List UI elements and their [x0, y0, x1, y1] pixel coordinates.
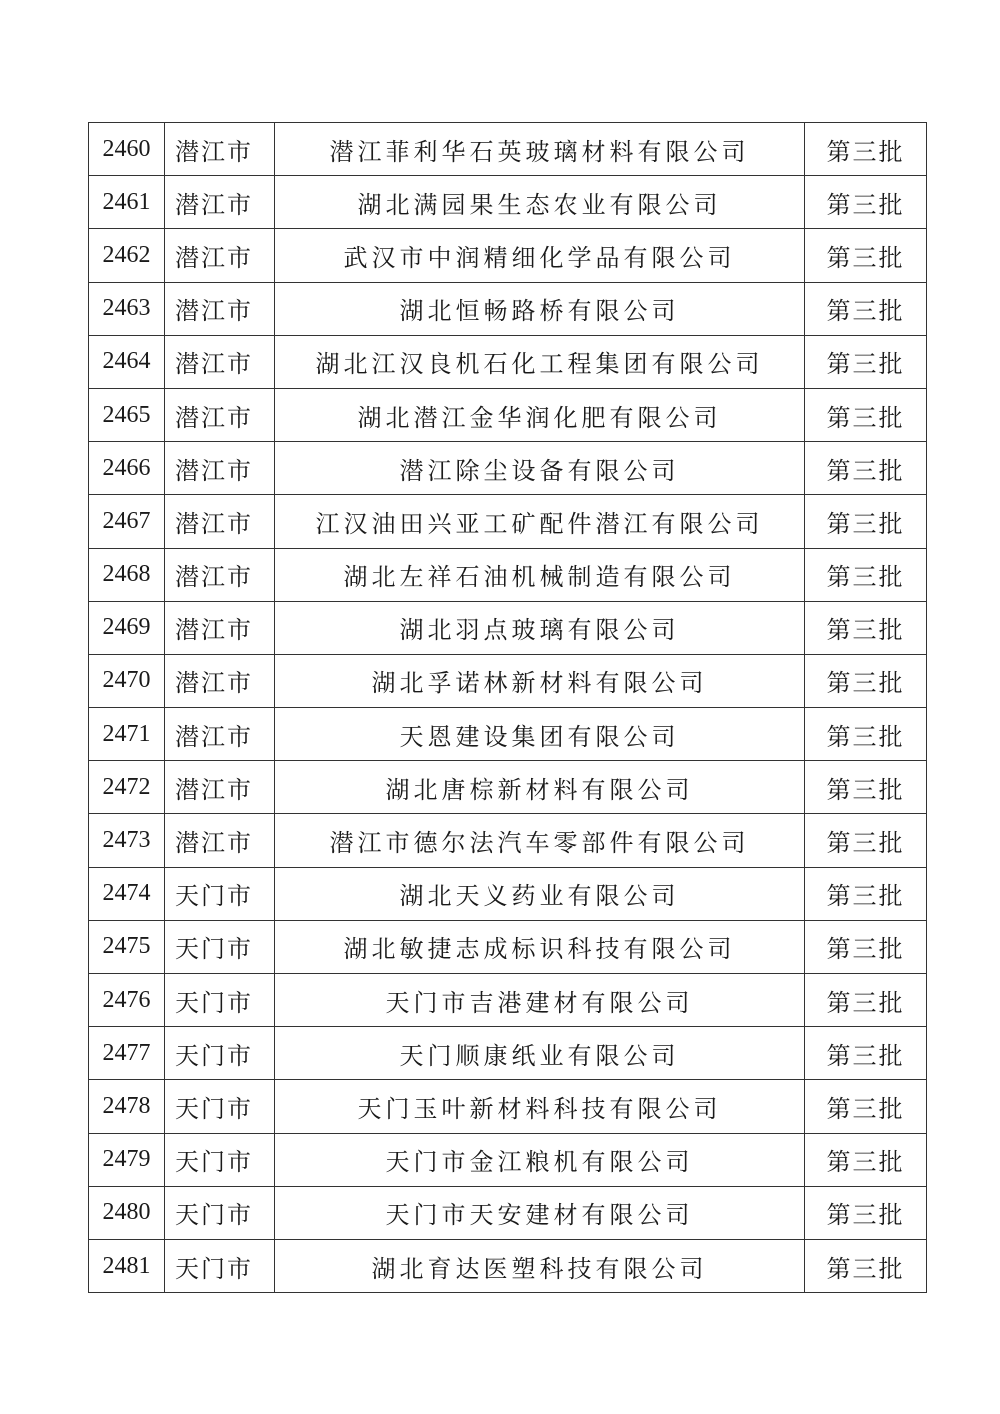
row-number-cell: 2471	[89, 708, 165, 761]
company-name-cell: 湖北敏捷志成标识科技有限公司	[275, 920, 805, 973]
city-cell: 天门市	[165, 1186, 275, 1239]
table-row	[89, 495, 927, 548]
table-row	[89, 654, 927, 707]
batch-cell: 第三批	[805, 1239, 927, 1292]
company-name-cell: 湖北满园果生态农业有限公司	[275, 176, 805, 229]
company-name-cell: 天门市金江粮机有限公司	[275, 1133, 805, 1186]
row-number-cell: 2467	[89, 495, 165, 548]
table-row	[89, 282, 927, 335]
city-cell: 潜江市	[165, 814, 275, 867]
company-name-cell: 江汉油田兴亚工矿配件潜江有限公司	[275, 495, 805, 548]
city-cell: 天门市	[165, 1239, 275, 1292]
company-name-cell: 湖北羽点玻璃有限公司	[275, 601, 805, 654]
city-cell: 潜江市	[165, 176, 275, 229]
batch-cell: 第三批	[805, 761, 927, 814]
row-number-cell: 2477	[89, 1027, 165, 1080]
city-cell: 潜江市	[165, 335, 275, 388]
company-name-cell: 湖北育达医塑科技有限公司	[275, 1239, 805, 1292]
row-number-cell: 2462	[89, 229, 165, 282]
table-row	[89, 974, 927, 1027]
row-number-cell: 2463	[89, 282, 165, 335]
row-number-cell: 2475	[89, 920, 165, 973]
company-name-cell: 天恩建设集团有限公司	[275, 708, 805, 761]
table-row	[89, 814, 927, 867]
company-name-cell: 湖北天义药业有限公司	[275, 867, 805, 920]
row-number-cell: 2472	[89, 761, 165, 814]
row-number-cell: 2469	[89, 601, 165, 654]
table-row	[89, 1186, 927, 1239]
batch-cell: 第三批	[805, 867, 927, 920]
city-cell: 天门市	[165, 1027, 275, 1080]
row-number-cell: 2473	[89, 814, 165, 867]
table-row	[89, 229, 927, 282]
table-row	[89, 867, 927, 920]
row-number-cell: 2466	[89, 442, 165, 495]
row-number-cell: 2479	[89, 1133, 165, 1186]
city-cell: 天门市	[165, 920, 275, 973]
batch-cell: 第三批	[805, 1027, 927, 1080]
city-cell: 天门市	[165, 1080, 275, 1133]
city-cell: 潜江市	[165, 548, 275, 601]
batch-cell: 第三批	[805, 176, 927, 229]
company-list-table	[88, 122, 927, 1293]
city-cell: 潜江市	[165, 123, 275, 176]
batch-cell: 第三批	[805, 1080, 927, 1133]
company-name-cell: 湖北孚诺林新材料有限公司	[275, 654, 805, 707]
batch-cell: 第三批	[805, 920, 927, 973]
city-cell: 天门市	[165, 974, 275, 1027]
row-number-cell: 2461	[89, 176, 165, 229]
batch-cell: 第三批	[805, 708, 927, 761]
batch-cell: 第三批	[805, 601, 927, 654]
row-number-cell: 2474	[89, 867, 165, 920]
table-row	[89, 442, 927, 495]
company-name-cell: 天门市吉港建材有限公司	[275, 974, 805, 1027]
city-cell: 潜江市	[165, 442, 275, 495]
row-number-cell: 2481	[89, 1239, 165, 1292]
row-number-cell: 2480	[89, 1186, 165, 1239]
city-cell: 潜江市	[165, 761, 275, 814]
table-row	[89, 335, 927, 388]
batch-cell: 第三批	[805, 442, 927, 495]
row-number-cell: 2468	[89, 548, 165, 601]
table-row	[89, 601, 927, 654]
batch-cell: 第三批	[805, 335, 927, 388]
row-number-cell: 2470	[89, 654, 165, 707]
city-cell: 潜江市	[165, 601, 275, 654]
batch-cell: 第三批	[805, 229, 927, 282]
batch-cell: 第三批	[805, 282, 927, 335]
row-number-cell: 2476	[89, 974, 165, 1027]
table-row	[89, 1133, 927, 1186]
city-cell: 潜江市	[165, 708, 275, 761]
batch-cell: 第三批	[805, 495, 927, 548]
company-name-cell: 湖北唐棕新材料有限公司	[275, 761, 805, 814]
batch-cell: 第三批	[805, 814, 927, 867]
batch-cell: 第三批	[805, 654, 927, 707]
city-cell: 潜江市	[165, 388, 275, 441]
city-cell: 天门市	[165, 1133, 275, 1186]
company-name-cell: 湖北恒畅路桥有限公司	[275, 282, 805, 335]
city-cell: 潜江市	[165, 229, 275, 282]
table-row	[89, 388, 927, 441]
city-cell: 潜江市	[165, 654, 275, 707]
table-row	[89, 1080, 927, 1133]
batch-cell: 第三批	[805, 974, 927, 1027]
company-name-cell: 武汉市中润精细化学品有限公司	[275, 229, 805, 282]
company-name-cell: 潜江菲利华石英玻璃材料有限公司	[275, 123, 805, 176]
table-row	[89, 123, 927, 176]
city-cell: 天门市	[165, 867, 275, 920]
company-name-cell: 天门顺康纸业有限公司	[275, 1027, 805, 1080]
city-cell: 潜江市	[165, 282, 275, 335]
batch-cell: 第三批	[805, 548, 927, 601]
row-number-cell: 2460	[89, 123, 165, 176]
company-name-cell: 天门市天安建材有限公司	[275, 1186, 805, 1239]
table-row	[89, 920, 927, 973]
city-cell: 潜江市	[165, 495, 275, 548]
row-number-cell: 2465	[89, 388, 165, 441]
company-name-cell: 湖北潜江金华润化肥有限公司	[275, 388, 805, 441]
row-number-cell: 2464	[89, 335, 165, 388]
table-row	[89, 548, 927, 601]
table-row	[89, 1027, 927, 1080]
batch-cell: 第三批	[805, 388, 927, 441]
table-row	[89, 1239, 927, 1292]
company-name-cell: 潜江除尘设备有限公司	[275, 442, 805, 495]
batch-cell: 第三批	[805, 1186, 927, 1239]
batch-cell: 第三批	[805, 123, 927, 176]
company-name-cell: 湖北江汉良机石化工程集团有限公司	[275, 335, 805, 388]
company-name-cell: 湖北左祥石油机械制造有限公司	[275, 548, 805, 601]
table-row	[89, 176, 927, 229]
table-row	[89, 708, 927, 761]
table-body	[89, 123, 927, 1293]
row-number-cell: 2478	[89, 1080, 165, 1133]
company-name-cell: 天门玉叶新材料科技有限公司	[275, 1080, 805, 1133]
company-name-cell: 潜江市德尔法汽车零部件有限公司	[275, 814, 805, 867]
batch-cell: 第三批	[805, 1133, 927, 1186]
table-row	[89, 761, 927, 814]
